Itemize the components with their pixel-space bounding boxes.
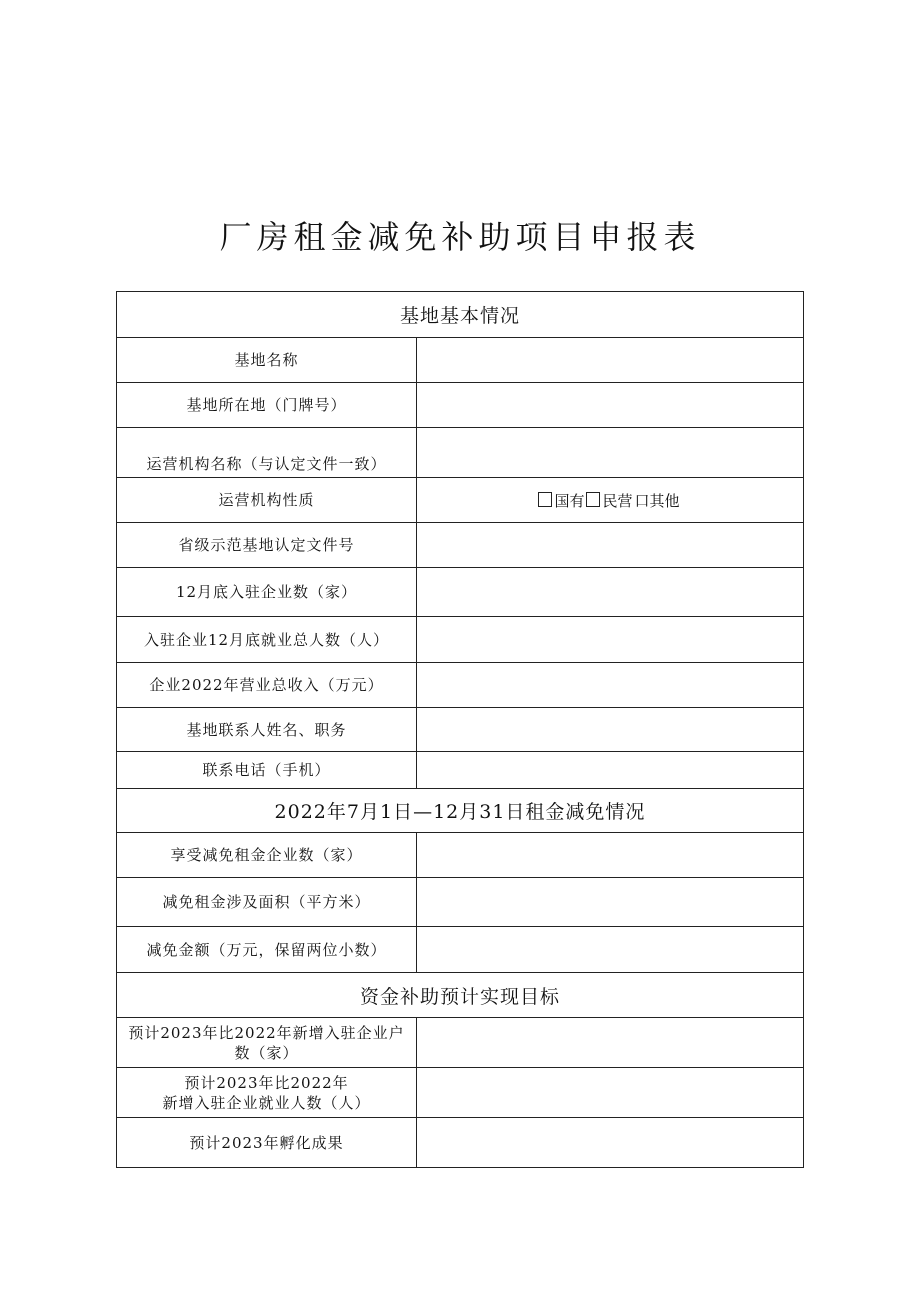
section-row-rent — [117, 789, 804, 833]
label-base-name: 基地名称 — [117, 338, 417, 383]
checkbox-private[interactable] — [586, 492, 600, 507]
label-new-employees-line1: 预计2023年比2022年 — [184, 1073, 349, 1092]
label-provincial-doc: 省级示范基地认定文件号 — [117, 523, 417, 568]
row-rent-enterprises — [117, 833, 804, 878]
field-incubation[interactable] — [417, 1118, 804, 1168]
row-new-employees — [117, 1068, 804, 1118]
label-contact-name: 基地联系人姓名、职务 — [117, 708, 417, 752]
row-new-enterprises — [117, 1018, 804, 1068]
field-contact-name[interactable] — [417, 708, 804, 752]
option-other[interactable]: 口其他 — [634, 491, 680, 510]
operator-nature-options — [417, 478, 804, 523]
option-state-owned: 国有 — [554, 491, 585, 510]
section-heading-basic: 基地基本情况 — [117, 292, 804, 338]
label-contact-phone: 联系电话（手机） — [117, 752, 417, 789]
field-rent-amount[interactable] — [417, 927, 804, 973]
checkbox-state-owned[interactable] — [538, 492, 552, 507]
row-rent-area — [117, 878, 804, 927]
row-base-address — [117, 383, 804, 428]
label-revenue-2022: 企业2022年营业总收入（万元） — [117, 663, 417, 708]
field-rent-enterprises[interactable] — [417, 833, 804, 878]
label-new-enterprises: 预计2023年比2022年新增入驻企业户数（家） — [117, 1018, 417, 1068]
row-rent-amount — [117, 927, 804, 973]
section-row-target — [117, 973, 804, 1018]
label-operator-nature: 运营机构性质 — [117, 478, 417, 523]
row-contact-name — [117, 708, 804, 752]
field-operator-name[interactable] — [417, 428, 804, 478]
field-contact-phone[interactable] — [417, 752, 804, 789]
label-rent-enterprises: 享受减免租金企业数（家） — [117, 833, 417, 878]
option-private: 民营 — [602, 491, 633, 510]
row-provincial-doc — [117, 523, 804, 568]
label-employees-dec: 入驻企业12月底就业总人数（人） — [117, 617, 417, 663]
label-enterprises-dec: 12月底入驻企业数（家） — [117, 568, 417, 617]
field-revenue-2022[interactable] — [417, 663, 804, 708]
field-enterprises-dec[interactable] — [417, 568, 804, 617]
label-rent-amount: 减免金额（万元，保留两位小数） — [117, 927, 417, 973]
label-rent-area: 减免租金涉及面积（平方米） — [117, 878, 417, 927]
document-title: 厂房租金减免补助项目申报表 — [219, 218, 701, 256]
row-revenue-2022 — [117, 663, 804, 708]
field-provincial-doc[interactable] — [417, 523, 804, 568]
row-operator-nature — [117, 478, 804, 523]
row-enterprises-dec — [117, 568, 804, 617]
field-base-address[interactable] — [417, 383, 804, 428]
row-contact-phone — [117, 752, 804, 789]
field-rent-area[interactable] — [417, 878, 804, 927]
label-incubation: 预计2023年孵化成果 — [117, 1118, 417, 1168]
label-base-address: 基地所在地（门牌号） — [117, 383, 417, 428]
section-heading-target: 资金补助预计实现目标 — [117, 973, 804, 1018]
field-new-employees[interactable] — [417, 1068, 804, 1118]
label-new-employees-line2: 新增入驻企业就业人数（人） — [162, 1093, 371, 1112]
row-base-name — [117, 338, 804, 383]
section-heading-rent: 2022年7月1日—12月31日租金减免情况 — [117, 789, 804, 833]
field-new-enterprises[interactable] — [417, 1018, 804, 1068]
label-operator-name: 运营机构名称（与认定文件一致） — [117, 428, 417, 478]
application-form-table — [116, 291, 804, 1168]
section-row-basic — [117, 292, 804, 338]
field-employees-dec[interactable] — [417, 617, 804, 663]
label-new-employees — [117, 1068, 417, 1118]
row-operator-name — [117, 428, 804, 478]
row-employees-dec — [117, 617, 804, 663]
row-incubation — [117, 1118, 804, 1168]
field-base-name[interactable] — [417, 338, 804, 383]
